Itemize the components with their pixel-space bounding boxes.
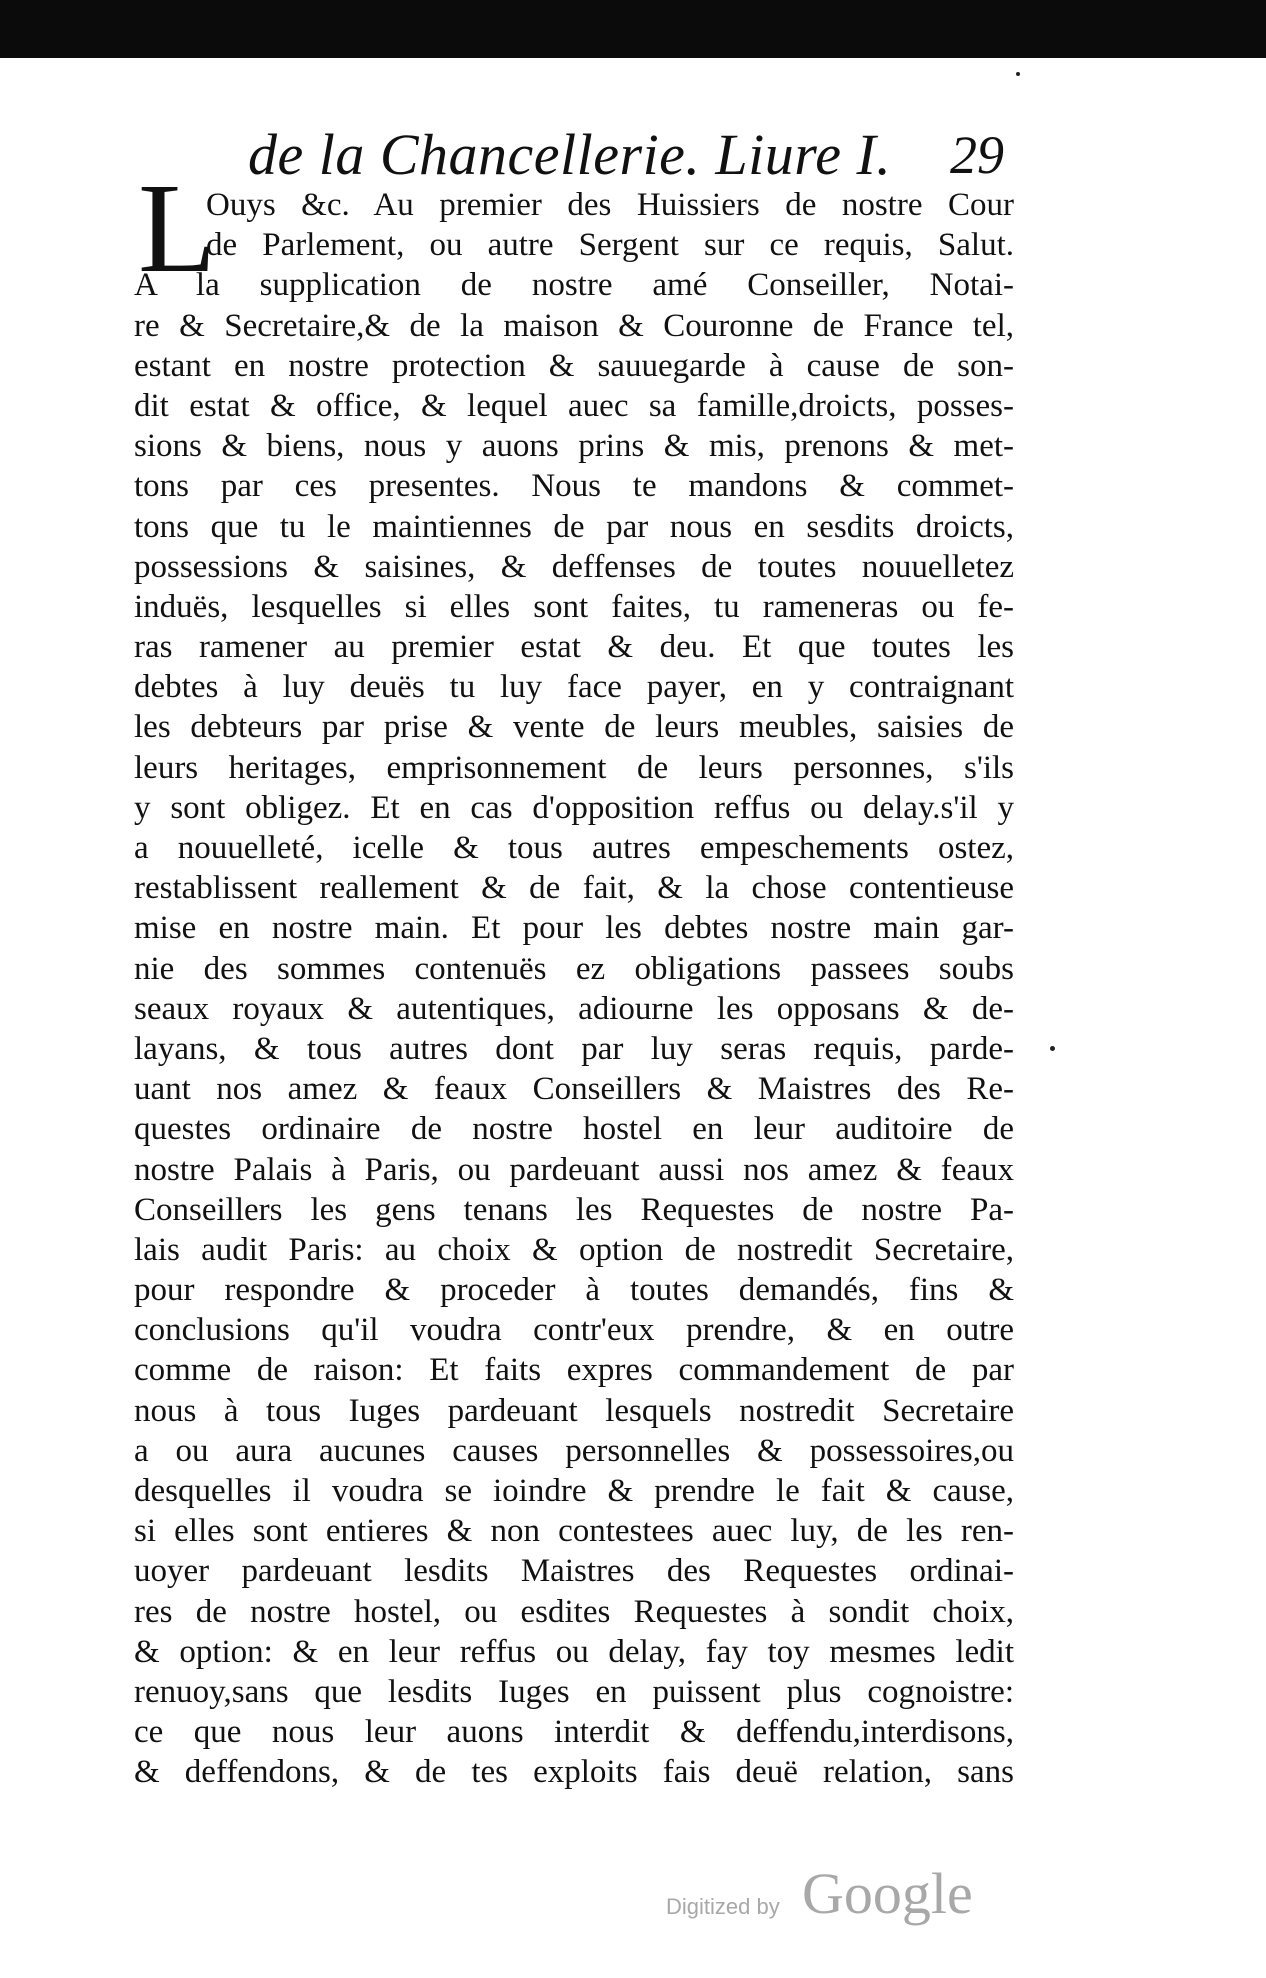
text-line: A la supplication de nostre amé Conseiller, Notai- [134, 267, 1014, 304]
body-text [134, 185, 1014, 1793]
text-line: uoyer pardeuant lesdits Maistres des Requestes ordinai- [134, 1553, 1014, 1590]
text-line: a ou aura aucunes causes personnelles & possessoires,ou [134, 1432, 1014, 1469]
text-line: sions & biens, nous y auons prins & mis, prenons & met- [134, 428, 1014, 465]
text-line: dit estat & office, & lequel auec sa famille,droicts, posses- [134, 387, 1014, 424]
text-line: de Parlement, ou autre Sergent sur ce requis, Salut. [206, 227, 1014, 264]
text-line: y sont obligez. Et en cas d'opposition reffus ou delay.s'il y [134, 789, 1014, 826]
text-line: Conseillers les gens tenans les Requestes de nostre Pa- [134, 1191, 1014, 1228]
text-line: nostre Palais à Paris, ou pardeuant aussi nos amez & feaux [134, 1151, 1014, 1188]
ink-speck [1050, 1046, 1055, 1051]
text-line: Ouys &c. Au premier des Huissiers de nostre Cour [206, 187, 1014, 223]
page-number: 29 [950, 125, 1004, 185]
text-line: comme de raison: Et faits expres commandement de par [134, 1352, 1014, 1389]
text-line: leurs heritages, emprisonnement de leurs personnes, s'ils [134, 749, 1014, 786]
text-line: & option: & en leur reffus ou delay, fay toy mesmes ledit [134, 1633, 1014, 1670]
watermark-google-logo: Google [802, 1861, 973, 1926]
text-line: re & Secretaire,& de la maison & Couronne de France tel, [134, 307, 1014, 344]
text-line: possessions & saisines, & deffenses de toutes nouuelletez [134, 548, 1014, 585]
text-line: debtes à luy deuës tu luy face payer, en y contraignant [134, 669, 1014, 706]
text-line: uant nos amez & feaux Conseillers & Maistres des Re- [134, 1071, 1014, 1108]
text-line: seaux royaux & autentiques, adiourne les opposans & de- [134, 990, 1014, 1027]
text-line: estant en nostre protection & sauuegarde à cause de son- [134, 347, 1014, 384]
text-line: tons par ces presentes. Nous te mandons & commet- [134, 468, 1014, 505]
scan-top-border [0, 0, 1266, 58]
text-line: pour respondre & proceder à toutes demandés, fins & [134, 1272, 1014, 1309]
drop-cap: L [138, 157, 217, 299]
text-line: nie des sommes contenuës ez obligations passees soubs [134, 950, 1014, 987]
text-line: renuoy,sans que lesdits Iuges en puissent plus cognoistre: [134, 1673, 1014, 1710]
text-line: desquelles il voudra se ioindre & prendre le fait & cause, [134, 1473, 1014, 1509]
running-head: de la Chancellerie. Liure I. [248, 122, 892, 187]
ink-speck [1016, 72, 1020, 76]
text-line: conclusions qu'il voudra contr'eux prendre, & en outre [134, 1312, 1014, 1349]
text-line: res de nostre hostel, ou esdites Requestes à sondit choix, [134, 1593, 1014, 1630]
watermark-digitized-by: Digitized by [666, 1894, 780, 1919]
text-line: si elles sont entieres & non contestees auec luy, de les ren- [134, 1513, 1014, 1550]
text-line: a nouuelleté, icelle & tous autres empeschements ostez, [134, 830, 1014, 866]
text-line: ce que nous leur auons interdit & deffendu,interdisons, [134, 1714, 1014, 1751]
text-line: questes ordinaire de nostre hostel en leur auditoire de [134, 1111, 1014, 1148]
text-line: lais audit Paris: au choix & option de nostredit Secretaire, [134, 1231, 1014, 1268]
text-line: les debteurs par prise & vente de leurs meubles, saisies de [134, 709, 1014, 746]
text-line: restablissent reallement & de fait, & la chose contentieuse [134, 870, 1014, 907]
text-line: induës, lesquelles si elles sont faites, tu rameneras ou fe- [134, 588, 1014, 625]
text-line: & deffendons, & de tes exploits fais deuë relation, sans [134, 1754, 1014, 1791]
text-line: mise en nostre main. Et pour les debtes nostre main gar- [134, 910, 1014, 947]
text-line: ras ramener au premier estat & deu. Et que toutes les [134, 629, 1014, 666]
text-line: tons que tu le maintiennes de par nous en sesdits droicts, [134, 508, 1014, 545]
watermark [666, 1861, 996, 1934]
text-line: nous à tous Iuges pardeuant lesquels nostredit Secretaire [134, 1392, 1014, 1429]
text-line: layans, & tous autres dont par luy seras requis, parde- [134, 1030, 1014, 1067]
